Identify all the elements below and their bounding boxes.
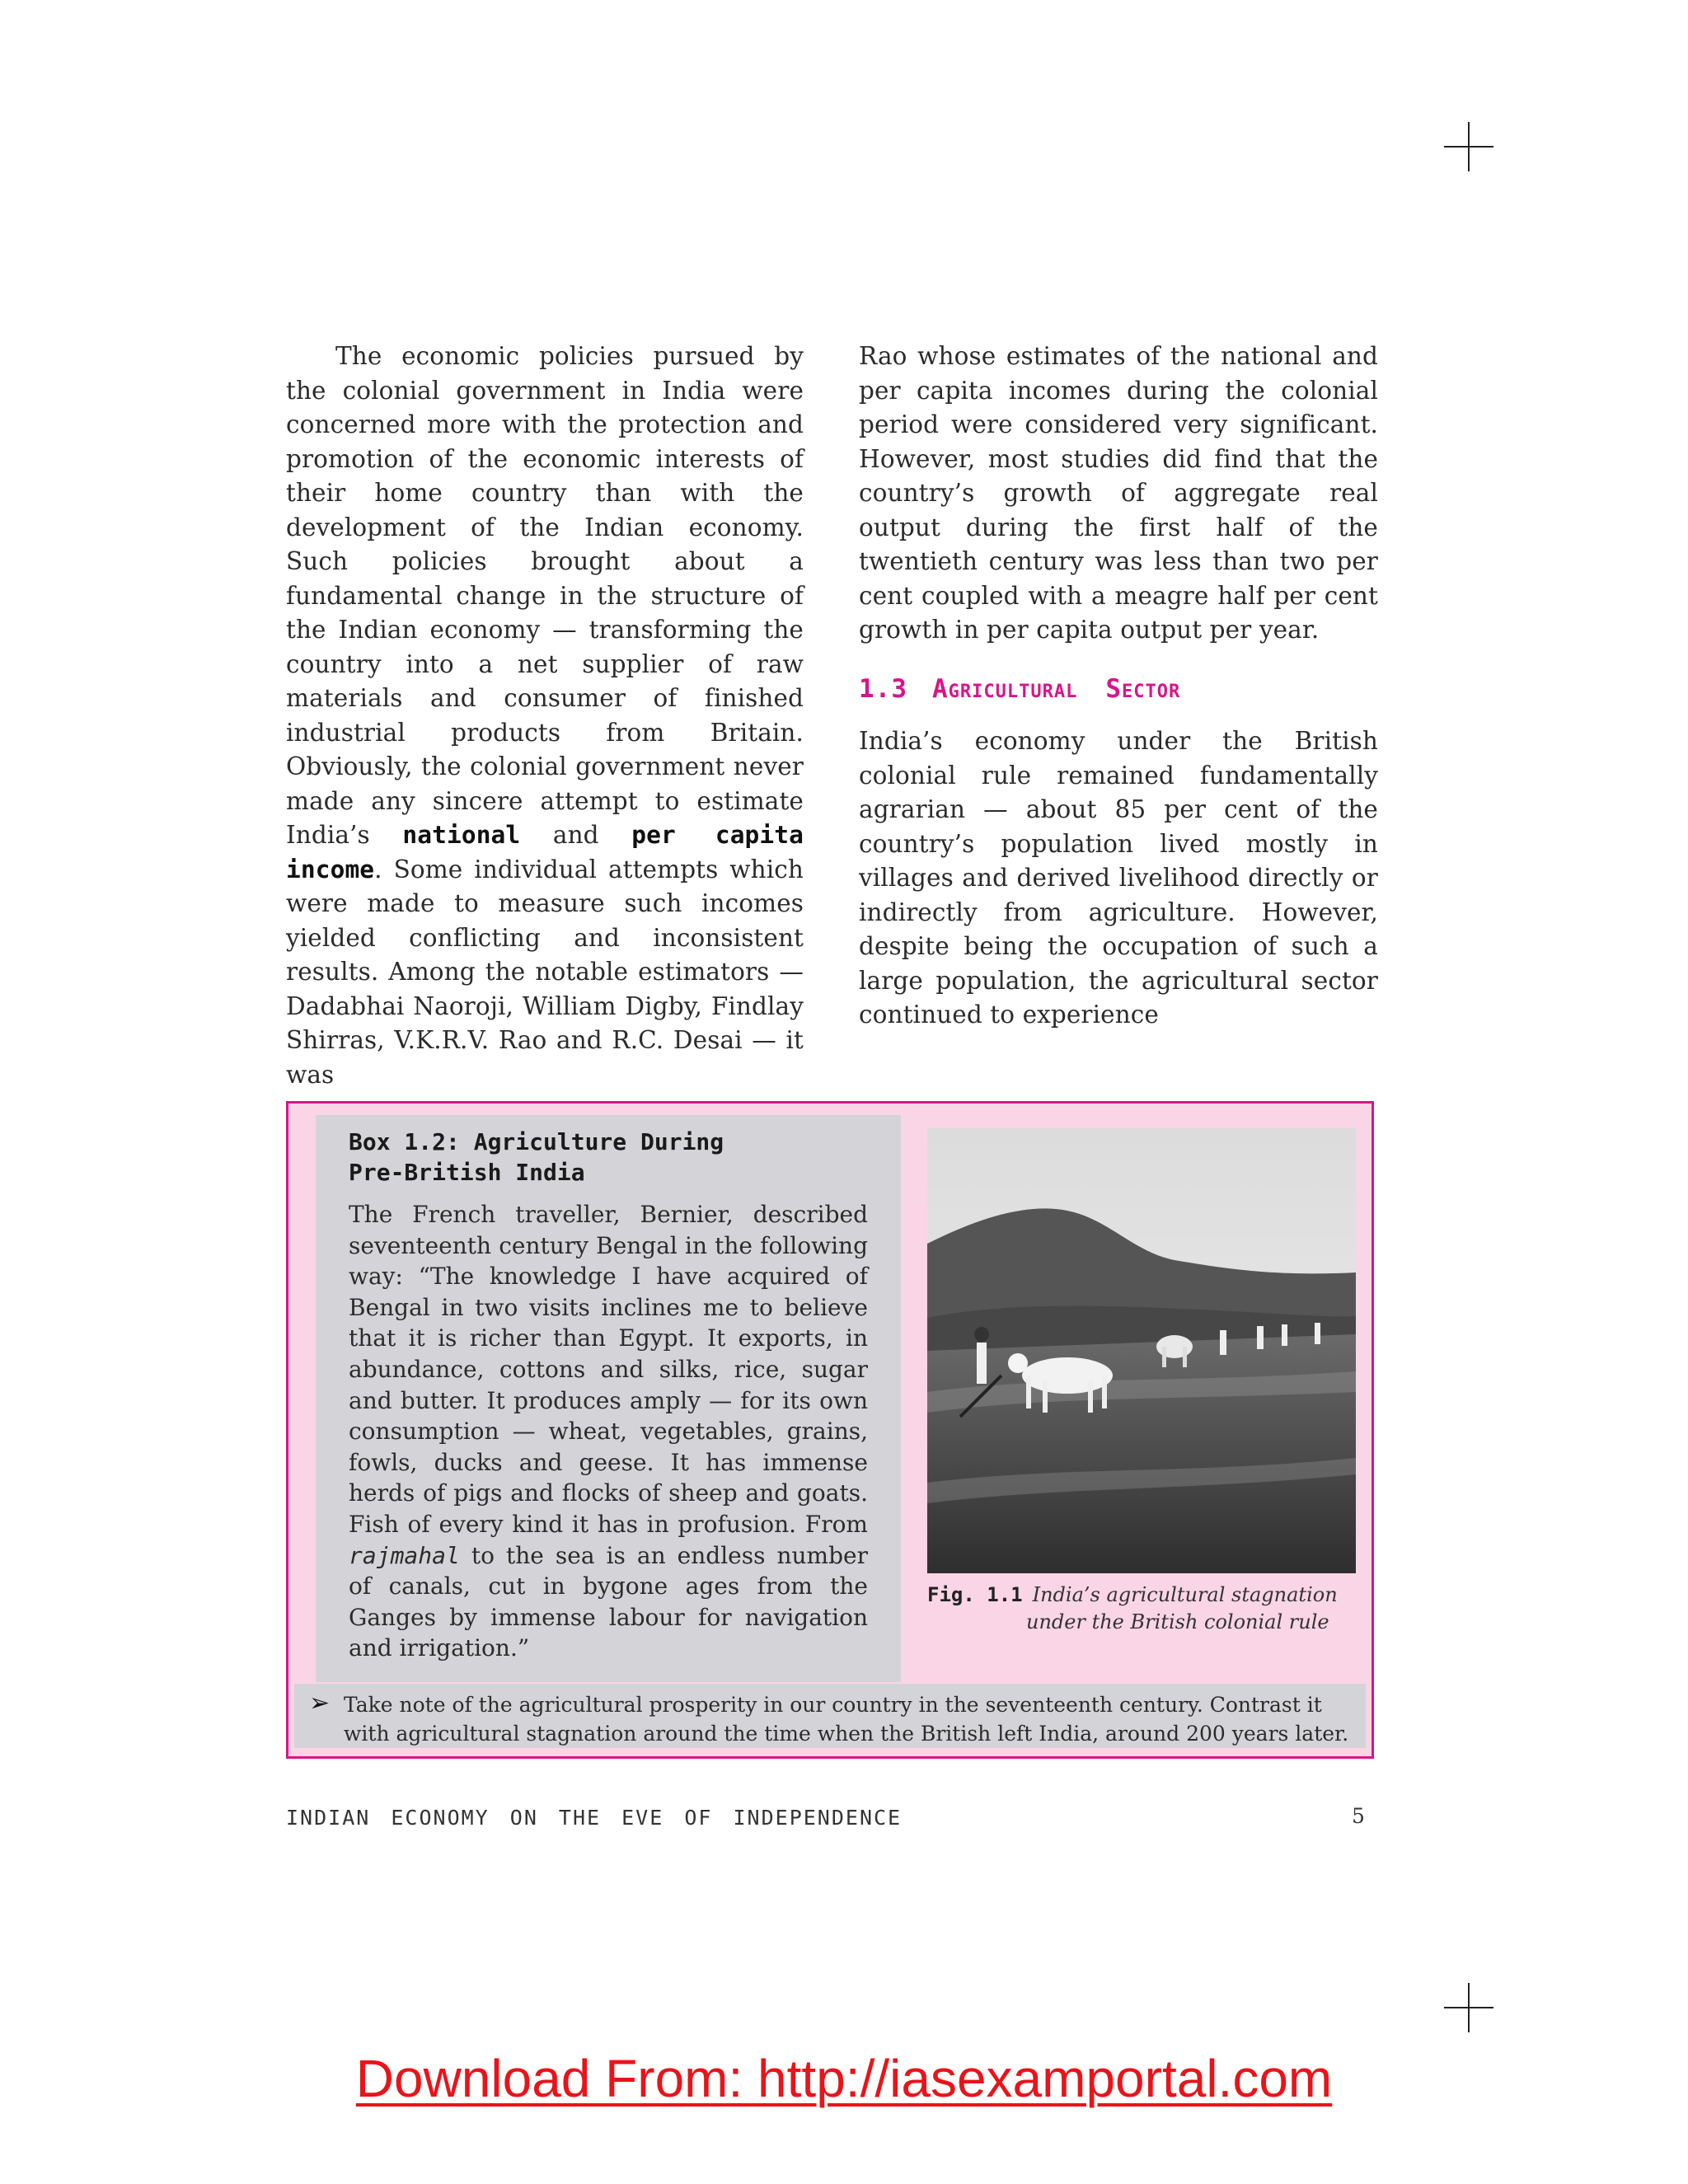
right-column	[859, 340, 1378, 1033]
arrow-bullet-icon: ➢	[309, 1689, 331, 1718]
task-prompt: ➢ Take note of the agricultural prosperity in our country in the seventeenth century. Contrast it with agricultural stagnation around the time when the British left India, around 200 years later.	[294, 1684, 1366, 1748]
download-link[interactable]: Download From: http://iasexamportal.com	[355, 2049, 1333, 2108]
crop-mark-top	[1444, 122, 1493, 171]
right-paragraph-1: Rao whose estimates of the national and per capita incomes during the colonial period were considered very significant. However, most studies did find that the country’s growth of aggregate real output during the first half of the twentieth century was less than two per cent coupled with a meagre half per cent growth in per capita output per year.	[859, 342, 1378, 644]
page-number: 5	[1352, 1804, 1365, 1828]
section-title-word-1: Agricultural	[932, 673, 1078, 704]
term-rajmahal: rajmahal	[349, 1541, 460, 1569]
term-national: national	[402, 821, 521, 849]
farm-photo	[927, 1128, 1356, 1573]
running-footer-title: INDIAN ECONOMY ON THE EVE OF INDEPENDENCE	[286, 1806, 903, 1830]
left-paragraph: The economic policies pursued by the colonial government in India were concerned more with the protection and promotion of the economic interests of their home country than with the development of the Indian economy. Such policies brought about a fundamental change in the structure of the Indian economy — transforming the country into a net supplier of raw materials and consumer of finished industrial products from Britain. Obviously, the colonial government never made any sincere attempt to estimate India’s national and per capita income. Some individual attempts which were made to measure such incomes yielded conflicting and inconsistent results. Among the notable estimators — Dadabhai Naoroji, William Digby, Findlay Shirras, V.K.R.V. Rao and R.C. Desai — it was	[286, 342, 804, 1089]
info-box	[286, 1101, 1374, 1759]
figure-label: Fig. 1.1	[927, 1583, 1023, 1606]
term-per-capita-income: per capita income	[286, 821, 804, 883]
left-column	[286, 340, 804, 1092]
figure-caption: Fig. 1.1 India’s agricultural stagnation under the British colonial rule	[927, 1583, 1338, 1633]
box-text-panel	[316, 1115, 901, 1682]
crop-mark-bottom	[1444, 1983, 1493, 2032]
box-title: Box 1.2: Agriculture During Pre-British India	[349, 1128, 724, 1186]
section-heading	[859, 673, 1378, 707]
section-number: 1.3	[859, 673, 907, 704]
box-text: The French traveller, Bernier, described seventeenth century Bengal in the following way: “The knowledge I have acquired of Bengal in two visits inclines me to believe that it is richer than Egypt. It exports, in abundance, cottons and silks, rice, sugar and butter. It produces amply — for its own consumption — wheat, vegetables, grains, fowls, ducks and geese. It has immense herds of pigs and flocks of sheep and goats. Fish of every kind it has in profusion. From rajmahal to the sea is an endless number of canals, cut in bygone ages from the Ganges by immense labour for navigation and irrigation.”	[349, 1201, 868, 1662]
section-title-word-2: Sector	[1105, 673, 1181, 704]
right-paragraph-2: India’s economy under the British colonial rule remained fundamentally agrarian — about 85 per cent of the country’s population lived mostly in villages and derived livelihood directly or indirectly from agriculture. However, despite being the occupation of such a large population, the agricultural sector continued to experience	[859, 727, 1378, 1029]
